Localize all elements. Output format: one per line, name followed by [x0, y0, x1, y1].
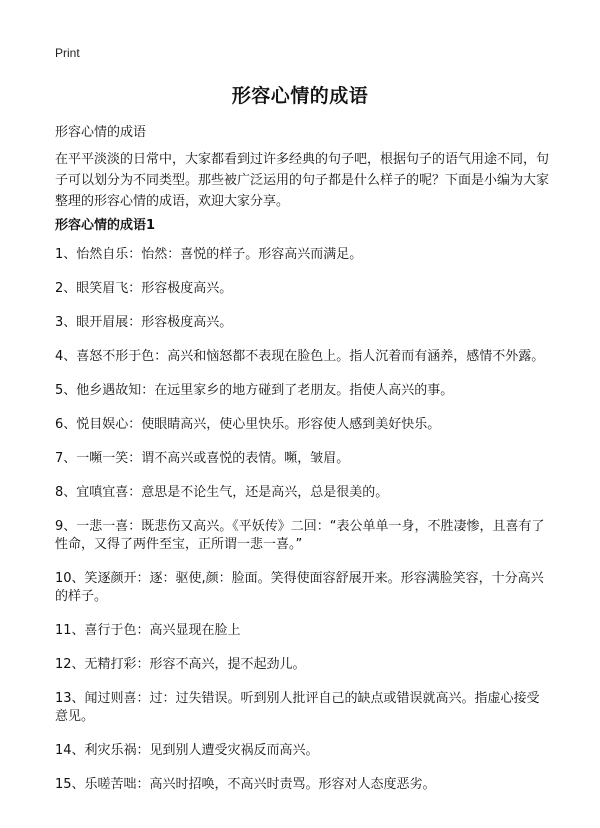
list-item: 15、乐嗟苦咄：高兴时招唤，不高兴时责骂。形容对人态度恶劣。: [55, 777, 436, 792]
list-item: 4、喜怒不形于色：高兴和恼怒都不表现在脸色上。指人沉着而有涵养，感情不外露。: [55, 349, 545, 364]
idiom-list: [55, 246, 550, 810]
list-item: 10、笑逐颜开：逐：驱使,颜：脸面。笑得使面容舒展开来。形容满脸笑容，十分高兴的样子。: [55, 571, 544, 604]
list-item: 3、眼开眉展：形容极度高兴。: [55, 315, 233, 330]
list-item: 14、利灾乐祸：见到别人遭受灾祸反而高兴。: [55, 743, 319, 758]
list-item: 6、悦目娱心：使眼睛高兴，使心里快乐。形容使人感到美好快乐。: [55, 417, 441, 432]
list-item: 8、宜嗔宜喜：意思是不论生气，还是高兴，总是很美的。: [55, 485, 389, 500]
list-item: 7、一嚬一笑：谓不高兴或喜悦的表情。嚬，皱眉。: [55, 451, 350, 466]
list-item: 11、喜行于色：高兴显现在脸上: [55, 623, 241, 638]
subtitle: 形容心情的成语: [55, 125, 147, 140]
list-item: 9、一悲一喜：既悲伤又高兴。《平妖传》二回：“表公单单一身，不胜凄惨，且喜有了性命，又得了两件至宝，正所谓一悲一喜。”: [55, 519, 545, 552]
intro-paragraph: 在平平淡淡的日常中，大家都看到过许多经典的句子吧，根据句子的语气用途不同，句子可以划分为不同类型。那些被广泛运用的句子都是什么样子的呢？下面是小编为大家整理的形容心情的成语，欢迎大家分享。: [55, 152, 550, 209]
list-item: 12、无精打彩：形容不高兴，提不起劲儿。: [55, 657, 306, 672]
section-heading: 形容心情的成语1: [55, 218, 156, 233]
list-item: 5、他乡遇故知：在远里家乡的地方碰到了老朋友。指使人高兴的事。: [55, 383, 454, 398]
list-item: 13、闻过则喜：过：过失错误。听到别人批评自己的缺点或错误就高兴。指虚心接受意见。: [55, 691, 540, 724]
page-title: 形容心情的成语: [231, 85, 369, 107]
list-item: 1、怡然自乐：怡然：喜悦的样子。形容高兴而满足。: [55, 247, 363, 262]
list-item: 2、眼笑眉飞：形容极度高兴。: [55, 281, 233, 296]
print-link[interactable]: Print: [55, 46, 80, 60]
